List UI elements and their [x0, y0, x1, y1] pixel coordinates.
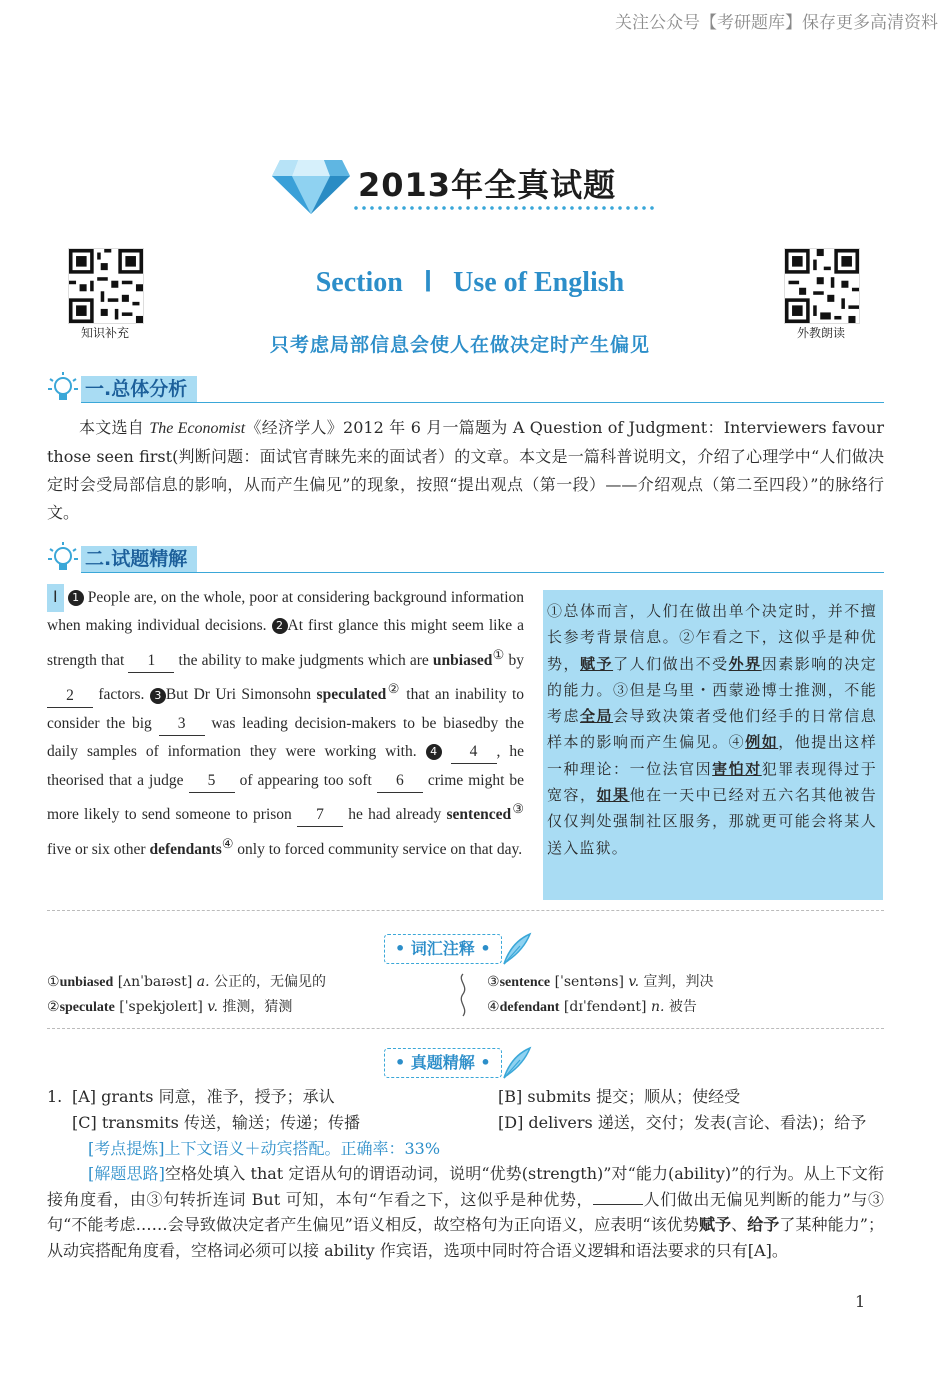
vocab-def: 被告 — [668, 999, 697, 1015]
vocab-num: ③ — [487, 974, 500, 990]
section-prefix: Section — [315, 267, 403, 298]
section-name: Use of English — [453, 267, 625, 298]
page-title: 2013年全真试题 — [358, 166, 617, 204]
vocab-word: sentenced — [446, 806, 512, 824]
vocab-pos: v. — [207, 999, 218, 1015]
vocab-headword: sentence — [499, 975, 551, 990]
solution-text: 、 — [731, 1215, 748, 1234]
vocab-word: defendants — [149, 840, 222, 858]
vocab-ipa: [ˈspekjʊleɪt] — [119, 999, 203, 1015]
section-divider — [47, 910, 884, 911]
heading-rule — [81, 572, 884, 573]
test-point — [88, 1136, 440, 1161]
qr-left-label: 知识补充 — [80, 326, 129, 340]
translation-keyword: 如果 — [596, 786, 630, 805]
quill-icon — [498, 1046, 534, 1080]
vocab-list-left — [47, 970, 447, 1020]
test-point-text: 上下文语义＋动宾搭配。正确率：33% — [164, 1139, 441, 1158]
option-d[interactable]: [D] delivers 递送，交付；发表(言论、看法)；给予 — [498, 1113, 867, 1132]
translation-keyword: 赋予 — [580, 654, 614, 673]
blank-5[interactable]: 5 — [189, 770, 235, 793]
option-b[interactable]: [B] submits 提交；顺从；使经受 — [498, 1087, 741, 1106]
sentence-number: 3 — [150, 688, 166, 704]
vocab-ipa: [ʌnˈbaɪəst] — [117, 974, 193, 990]
vocab-num: ① — [47, 974, 60, 990]
vocab-ref: ② — [386, 681, 401, 697]
blank-3[interactable]: 3 — [159, 713, 205, 736]
vocab-ipa: [dɪˈfendənt] — [563, 999, 647, 1015]
translation-keyword: 害怕 — [712, 759, 746, 778]
solution-keyword: 赋予 — [698, 1215, 732, 1234]
vocab-entry — [487, 995, 887, 1020]
passage-text: only to forced community service on that day. — [237, 840, 523, 858]
passage-text: crime might be more likely to send someone to prison — [47, 771, 525, 824]
vocab-pos: v. — [628, 974, 640, 990]
translation-text: ，他提出这样一种理论：一位法官因 — [547, 733, 877, 778]
sentence-number: 2 — [272, 618, 288, 634]
heading-overview — [47, 372, 884, 406]
vocab-def: 公正的，无偏见的 — [214, 974, 327, 990]
passage-subtitle: 只考虑局部信息会使人在做决定时产生偏见 — [269, 334, 650, 356]
translation-text: 犯罪表现得过于宽容， — [547, 759, 877, 805]
answer-label: 真题精解 — [410, 1053, 475, 1072]
passage-text: , he theorised that a judge — [47, 743, 525, 789]
blank-7[interactable]: 7 — [297, 804, 343, 827]
vocab-pos: n. — [650, 999, 665, 1015]
sentence-number: 1 — [68, 590, 84, 606]
passage-text: of appearing too soft — [239, 771, 372, 789]
lightbulb-icon — [47, 542, 79, 576]
solution-tag: [解题思路] — [88, 1164, 165, 1183]
passage-text: that an inability to consider the big — [47, 686, 525, 732]
question-number: 1. — [47, 1087, 63, 1106]
vocab-num: ④ — [487, 999, 500, 1015]
vocab-list-right — [487, 970, 887, 1020]
vocab-entry — [487, 970, 887, 995]
section-divider — [47, 1028, 884, 1029]
vocab-ref: ③ — [511, 801, 525, 817]
translation-text: 因素影响的决定的能力。③但是乌里・西蒙逊博士推测，不能考虑 — [547, 654, 877, 726]
heading-overview-label: 一.总体分析 — [81, 376, 197, 402]
passage-text: But Dr Uri Simonsohn — [165, 686, 312, 704]
overview-source: The Economist — [149, 420, 246, 437]
paragraph-marker: Ⅰ — [47, 584, 64, 612]
passage-text: by — [508, 651, 525, 669]
translation-text: 会导致决策者受他们经手的日常信息样本的影响而产生偏见。④ — [547, 707, 877, 752]
passage-text: the ability to make judgments which are — [178, 651, 429, 669]
section-roman: Ⅰ — [423, 267, 433, 298]
section-title — [250, 265, 690, 299]
qr-code-icon[interactable] — [68, 248, 144, 324]
passage-text: At first glance this might seem like a strength that — [47, 617, 525, 669]
vocab-headword: unbiased — [59, 975, 114, 990]
english-passage — [47, 584, 524, 864]
solution-keyword: 给予 — [747, 1215, 780, 1234]
answer-label-pill: • 真题精解 • — [384, 1048, 502, 1078]
vocab-ipa: [ˈsentəns] — [554, 974, 624, 990]
diamond-icon — [270, 150, 352, 216]
passage-sentence-1: People are, on the whole, poor at considering background information when making individual decisions. — [47, 589, 525, 635]
vocab-num: ② — [47, 999, 60, 1015]
translation-text: 他在一天中已经对五六名其他被告仅仅判处强制社区服务，那就更可能会将某人送入监狱。 — [547, 786, 877, 857]
translation-box — [543, 590, 883, 900]
sentence-number: 4 — [426, 744, 442, 760]
passage-text: five or six other — [47, 840, 146, 858]
vocab-headword: defendant — [499, 1000, 560, 1015]
overview-text-1: 本文选自 — [79, 418, 145, 437]
vocab-def: 宣判，判决 — [643, 974, 714, 990]
passage-text: factors. — [98, 686, 145, 704]
solution-text: 了某种能力”；从动宾搭配角度看，空格词必须可以接 ability 作宾语，选项中同时符合语义逻辑和语法要求的只有[A]。 — [47, 1215, 884, 1260]
lightbulb-icon — [47, 372, 79, 406]
translation-text: 了人们做出不受 — [613, 654, 729, 673]
vocab-word: unbiased — [432, 651, 493, 669]
vocab-pos: a. — [196, 974, 210, 990]
passage-text: was leading decision-makers to be biasedby the daily samples of information they were working with. — [47, 714, 525, 761]
vocab-ref: ① — [492, 646, 505, 662]
vocab-label: 词汇注释 — [410, 939, 475, 958]
vocab-word: speculated — [316, 686, 387, 704]
qr-right-label: 外教朗读 — [796, 326, 845, 340]
option-a[interactable]: [A] grants 同意，准予，授予；承认 — [72, 1087, 335, 1106]
heading-analysis — [47, 542, 884, 576]
page-number: 1 — [855, 1292, 866, 1311]
solution-text: 空格处填入 that 定语从句的谓语动词，说明“优势(strength)”对“能力(ability)”的行为。从上下文衔接角度看，由③句转折连词 But 可知，本句“乍看之下，这似乎是种优势， — [47, 1164, 884, 1209]
vocab-entry — [47, 995, 447, 1020]
heading-analysis-label: 二.试题精解 — [81, 546, 197, 572]
quill-icon — [498, 932, 534, 966]
translation-keyword: 外界 — [728, 654, 762, 673]
answer-header — [384, 1046, 534, 1080]
overview-text-2: 《经济学人》2012 年 6 月一篇题为 A Question of Judgment：Interviewers favour those seen first(判断问题：面试官青睐先来的面试者）的文章。本文是一篇科普说明文，介绍了心理学中“人们做决定时会受局部信息的影响，从而产生偏见”的现象，按照“提出观点（第一段）——介绍观点（第二至四段）”的脉络行文。 — [47, 418, 884, 522]
blank-1[interactable]: 1 — [128, 650, 174, 673]
brace-divider — [455, 972, 471, 1018]
option-c[interactable]: [C] transmits 传送，输送；传递；传播 — [72, 1113, 360, 1132]
translation-keyword: 例如 — [745, 733, 779, 752]
vocab-ref: ④ — [221, 835, 234, 851]
solution-text: 人们做出无偏见判断的能力”与③句“不能考虑……会导致做决定者产生偏见”语义相反，故空格句为正向语义，应表明“该优势 — [47, 1189, 884, 1234]
blank-6[interactable]: 6 — [377, 770, 423, 793]
vocab-label-pill: • 词汇注释 • — [384, 934, 502, 964]
vocab-headword: speculate — [59, 1000, 115, 1015]
blank-2[interactable]: 2 — [47, 685, 93, 708]
test-point-tag: [考点提炼] — [88, 1139, 165, 1158]
translation-keyword: 对 — [745, 759, 762, 778]
translation-keyword: 全局 — [580, 707, 614, 726]
vocab-header — [384, 932, 534, 966]
qr-code-icon[interactable] — [784, 248, 860, 324]
title-dotted-rule — [352, 206, 657, 210]
heading-rule — [81, 402, 884, 403]
blank-4[interactable]: 4 — [451, 741, 497, 764]
solution-paragraph — [47, 1161, 884, 1263]
translation-text: ①总体而言，人们在做出单个决定时，并不擅长参考背景信息。②乍看之下，这似乎是种优势， — [547, 602, 877, 673]
vocab-entry — [47, 970, 447, 995]
overview-paragraph — [47, 414, 884, 527]
watermark-text: 关注公众号【考研题库】保存更多高清资料 — [615, 13, 938, 33]
vocab-def: 推测，猜测 — [222, 999, 293, 1015]
passage-text: he had already — [348, 806, 442, 824]
